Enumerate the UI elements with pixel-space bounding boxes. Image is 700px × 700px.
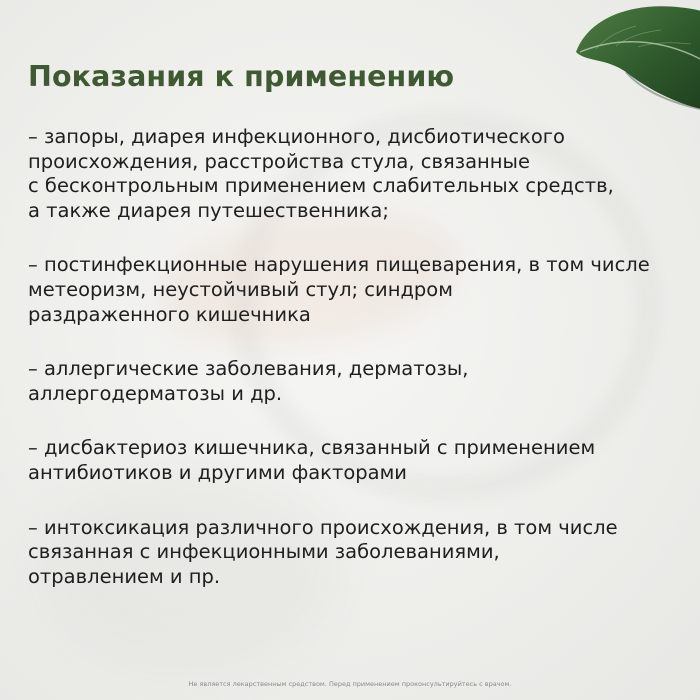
list-item-line: метеоризм, неустойчивый стул; синдром bbox=[28, 277, 453, 301]
list-item-line: а также диарея путешественника; bbox=[28, 198, 389, 222]
list-item-line: – постинфекционные нарушения пищеварения, в том числе bbox=[28, 253, 650, 277]
list-item-line: раздраженного кишечника bbox=[28, 302, 311, 326]
leaf-icon bbox=[566, 0, 700, 122]
disclaimer: Не является лекарственным средством. Перед применением проконсультируйтесь с врачом. bbox=[188, 680, 512, 688]
list-item bbox=[28, 253, 688, 327]
list-item bbox=[28, 357, 688, 406]
list-item-line: – запоры, диарея инфекционного, дисбиотического bbox=[28, 125, 565, 148]
list-item-line: антибиотиков и другими факторами bbox=[28, 460, 407, 484]
indications-list bbox=[28, 125, 688, 619]
list-item-line: аллергодерматозы и др. bbox=[28, 381, 283, 405]
list-item bbox=[28, 516, 688, 590]
list-item-line: отравлением и пр. bbox=[28, 564, 221, 588]
list-item bbox=[28, 125, 688, 223]
list-item-line: – интоксикация различного происхождения, в том числе bbox=[28, 515, 618, 539]
list-item-line: связанная с инфекционными заболеваниями, bbox=[28, 540, 500, 564]
list-item-line: – дисбактериоз кишечника, связанный с применением bbox=[28, 436, 596, 460]
list-item bbox=[28, 436, 688, 485]
list-item-line: происхождения, расстройства стула, связанные bbox=[28, 149, 530, 173]
page-title: Показания к применению bbox=[28, 60, 455, 93]
list-item-line: – аллергические заболевания, дерматозы, bbox=[28, 357, 469, 381]
list-item-line: с бесконтрольным применением слабительных средств, bbox=[28, 174, 614, 198]
